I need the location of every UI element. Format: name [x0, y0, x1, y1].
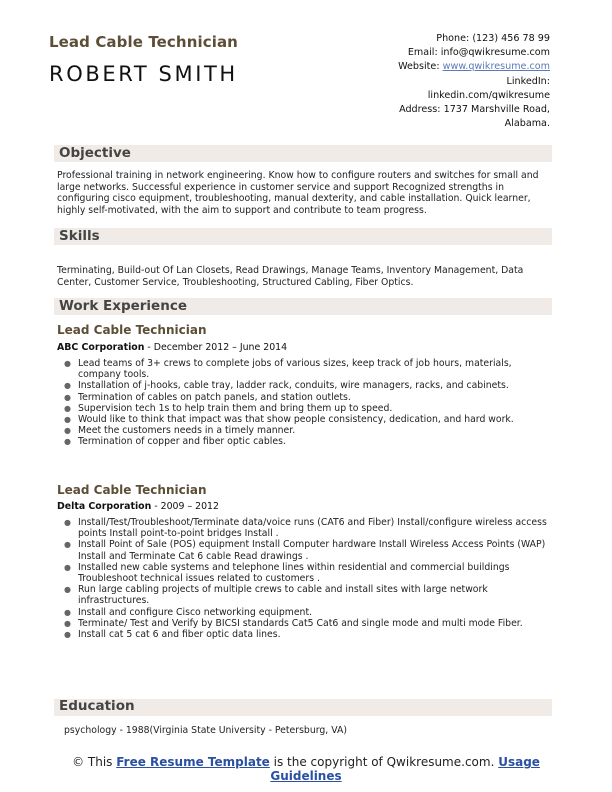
experience-heading: Work Experience: [59, 298, 187, 314]
bullet-icon: ●: [64, 403, 71, 413]
footer: [0, 755, 612, 783]
address-label: Address:: [399, 104, 441, 116]
bullet-icon: ●: [64, 426, 71, 436]
usage-guidelines-link-cont[interactable]: Guidelines: [270, 769, 342, 783]
linkedin-label: LinkedIn:: [506, 75, 550, 87]
list-item: [58, 436, 553, 447]
list-item: [58, 539, 553, 561]
bullet-text: Would like to think that impact was that show people consistency, dedication, and hard work.: [78, 414, 514, 426]
education-text: psychology - 1988(Virginia State University - Petersburg, VA): [64, 725, 347, 736]
website-link[interactable]: www.qwikresume.com: [442, 61, 550, 73]
job-2-company-line: [57, 501, 219, 512]
bullet-text: Run large cabling projects of multiple crews to cable and install sites with large network infrastructures.: [78, 584, 488, 607]
list-item: [58, 358, 553, 380]
contact-address: [310, 103, 550, 117]
usage-guidelines-link[interactable]: Usage: [498, 755, 540, 769]
list-item: [58, 562, 553, 584]
bullet-text: Termination of cables on patch panels, and station outlets.: [78, 391, 351, 403]
email-label: Email:: [407, 47, 438, 59]
job-2-title: Lead Cable Technician: [57, 483, 207, 497]
bullet-icon: ●: [64, 415, 71, 425]
list-item: [58, 618, 553, 629]
footer-prefix: © This: [72, 755, 117, 769]
phone-label: Phone:: [436, 33, 470, 44]
bullet-icon: ●: [64, 359, 71, 368]
email-value: info@qwikresume.com: [440, 47, 550, 59]
list-item: [58, 380, 553, 391]
bullet-icon: ●: [64, 630, 71, 640]
header-job-title: Lead Cable Technician: [49, 33, 238, 51]
bullet-text: Install cat 5 cat 6 and fiber optic data lines.: [78, 629, 281, 641]
contact-website: [310, 60, 550, 74]
bullet-text: Installed new cable systems and telephone lines within residential and commercial buildings Troubleshoot technical issues related to customers .: [78, 561, 510, 585]
linkedin-value: linkedin.com/qwikresume: [427, 89, 550, 101]
bullet-text: Termination of copper and fiber optic cables.: [78, 436, 286, 448]
contact-email: [310, 46, 550, 60]
bullet-icon: ●: [64, 562, 71, 572]
list-item: [58, 403, 553, 414]
bullet-text: Meet the customers needs in a timely manner.: [78, 425, 296, 437]
job-2-bullets: [58, 517, 553, 640]
bullet-text: Installation of j-hooks, cable tray, ladder rack, conduits, wire managers, racks, and cabinets.: [78, 380, 509, 392]
job-1-company: ABC Corporation: [57, 342, 145, 353]
bullet-icon: ●: [64, 540, 71, 550]
free-resume-template-link[interactable]: Free Resume Template: [116, 755, 270, 769]
address-line1: 1737 Marshville Road,: [443, 104, 550, 116]
job-1-company-line: [57, 342, 287, 353]
list-item: [58, 629, 553, 640]
address-line2: Alabama.: [504, 118, 550, 130]
list-item: [58, 584, 553, 606]
job-1-title: Lead Cable Technician: [57, 323, 207, 337]
objective-text: Professional training in network engineering. Know how to configure routers and switches for small and large networks. Successful experience in customer service and support Recognized strengths in configuring cisco equipment, troubleshooting, manual dexterity, and cable installation. Quick learner, highly self-motivated, with the aim to support and contribute to team progress.: [57, 170, 539, 216]
list-item: [58, 607, 553, 618]
job-2-company: Delta Corporation: [57, 501, 152, 512]
bullet-text: Terminate/ Test and Verify by BICSI standards Cat5 Cat6 and single mode and multi mode Fiber.: [78, 617, 523, 629]
list-item: [58, 517, 553, 539]
bullet-icon: ●: [64, 392, 71, 402]
contact-phone: [310, 32, 550, 46]
contact-block: [310, 32, 550, 131]
bullet-icon: ●: [64, 437, 71, 447]
bullet-text: Install/Test/Troubleshoot/Terminate data/voice runs (CAT6 and Fiber) Install/configure wireless access points Install point-to-point bridges Install .: [78, 517, 547, 540]
footer-middle: is the copyright of Qwikresume.com.: [269, 755, 499, 769]
bullet-icon: ●: [64, 381, 71, 391]
bullet-icon: ●: [64, 585, 71, 595]
job-1-bullets: [58, 358, 553, 448]
bullet-icon: ●: [64, 518, 71, 527]
skills-text: Terminating, Build-out Of Lan Closets, Read Drawings, Manage Teams, Inventory Management, Data Center, Customer Service, Troubleshooting, Structured Cabling, Fiber Optics.: [57, 265, 524, 288]
bullet-text: Install and configure Cisco networking equipment.: [78, 606, 313, 618]
job-1-dates: - December 2012 – June 2014: [144, 342, 288, 353]
skills-heading: Skills: [59, 228, 100, 244]
bullet-text: Supervision tech 1s to help train them and bring them up to speed.: [78, 402, 393, 414]
list-item: [58, 392, 553, 403]
bullet-icon: ●: [64, 618, 71, 628]
list-item: [58, 414, 553, 425]
phone-value: (123) 456 78 99: [472, 33, 550, 44]
education-heading: Education: [59, 698, 135, 714]
bullet-icon: ●: [64, 607, 71, 617]
job-2-dates: - 2009 – 2012: [151, 501, 219, 512]
bullet-text: Install Point of Sale (POS) equipment Install Computer hardware Install Wireless Access Points (WAP) Install and Terminate Cat 6 cable Read drawings .: [78, 539, 546, 562]
list-item: [58, 425, 553, 436]
bullet-text: Lead teams of 3+ crews to complete jobs of various sizes, keep track of job hours, materials, company tools.: [78, 358, 512, 381]
candidate-name: ROBERT SMITH: [49, 62, 238, 86]
skills-section-bar: [54, 228, 552, 245]
website-label: Website:: [398, 61, 440, 73]
objective-heading: Objective: [59, 145, 131, 161]
